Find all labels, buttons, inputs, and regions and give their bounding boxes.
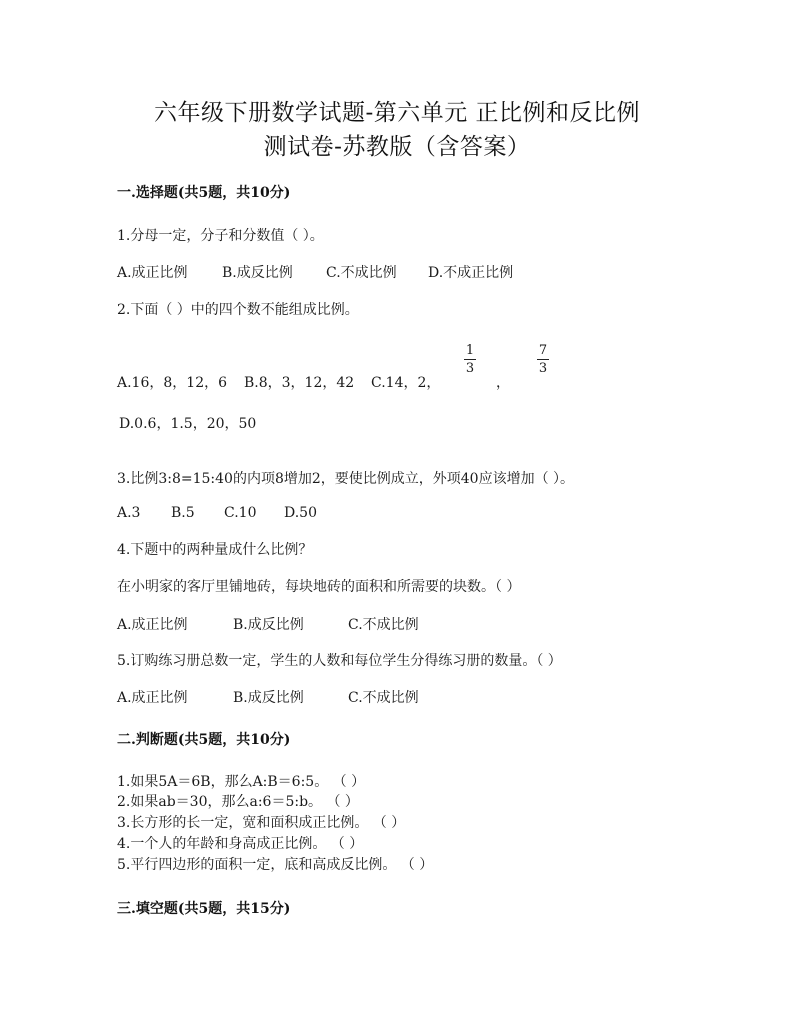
- q5-option-a: A.成正比例: [117, 690, 188, 706]
- question-3-stem: 3.比例3:8=15:40的内项8增加2，要使比例成立，外项40应该增加（ ）。: [117, 471, 575, 487]
- q1-option-a: A.成正比例: [117, 265, 188, 281]
- q2-option-c: C.14，2，: [371, 375, 441, 391]
- q1-option-d: D.不成正比例: [428, 265, 514, 281]
- q3-option-a: A.3: [117, 505, 141, 521]
- question-5-stem: 5.订购练习册总数一定，学生的人数和每位学生分得练习册的数量。（ ）: [117, 653, 562, 669]
- judgement-item-5: 5.平行四边形的面积一定，底和高成反比例。 （ ）: [117, 857, 434, 873]
- q4-option-a: A.成正比例: [117, 617, 188, 633]
- q5-option-c: C.不成比例: [348, 690, 419, 706]
- q2-fraction-seven-thirds: [535, 344, 551, 375]
- fraction-denominator: 3: [538, 361, 548, 376]
- document-title-line2: 测试卷-苏教版（含答案）: [263, 134, 531, 160]
- section-heading-fill-blank: 三.填空题(共5题，共15分): [117, 901, 291, 917]
- q4-option-c: C.不成比例: [348, 617, 419, 633]
- fraction-numerator: 1: [465, 343, 475, 358]
- q5-option-b: B.成反比例: [233, 690, 304, 706]
- q1-option-c: C.不成比例: [326, 265, 397, 281]
- q4-option-b: B.成反比例: [233, 617, 304, 633]
- question-2-stem: 2.下面（ ）中的四个数不能组成比例。: [117, 302, 359, 318]
- q1-option-b: B.成反比例: [222, 265, 293, 281]
- document-title-line1: 六年级下册数学试题-第六单元 正比例和反比例: [153, 100, 641, 126]
- q2-option-a: A.16，8，12，6: [117, 375, 228, 391]
- section-heading-choice: 一.选择题(共5题，共10分): [117, 185, 291, 201]
- judgement-item-3: 3.长方形的长一定，宽和面积成正比例。 （ ）: [117, 815, 406, 831]
- q3-option-b: B.5: [171, 505, 195, 521]
- section-heading-judgement: 二.判断题(共5题，共10分): [117, 732, 291, 748]
- judgement-item-1: 1.如果5A＝6B，那么A:B＝6:5。 （ ）: [117, 774, 366, 790]
- question-4-subtext: 在小明家的客厅里铺地砖，每块地砖的面积和所需要的块数。（ ）: [117, 579, 521, 595]
- fraction-denominator: 3: [465, 361, 475, 376]
- judgement-item-2: 2.如果ab＝30，那么a:6＝5:b。 （ ）: [117, 794, 359, 810]
- q3-option-d: D.50: [284, 505, 317, 521]
- q3-option-c: C.10: [224, 505, 257, 521]
- q2-comma: ，: [496, 375, 510, 391]
- question-4-stem: 4.下题中的两种量成什么比例？: [117, 542, 313, 558]
- fraction-numerator: 7: [538, 343, 548, 358]
- q2-option-d: D.0.6，1.5，20，50: [119, 416, 257, 432]
- q2-option-b: B.8，3，12，42: [244, 375, 355, 391]
- question-1-stem: 1.分母一定，分子和分数值（ ）。: [117, 228, 324, 244]
- q2-fraction-one-third: [462, 344, 478, 375]
- judgement-item-4: 4.一个人的年龄和身高成正比例。 （ ）: [117, 836, 364, 852]
